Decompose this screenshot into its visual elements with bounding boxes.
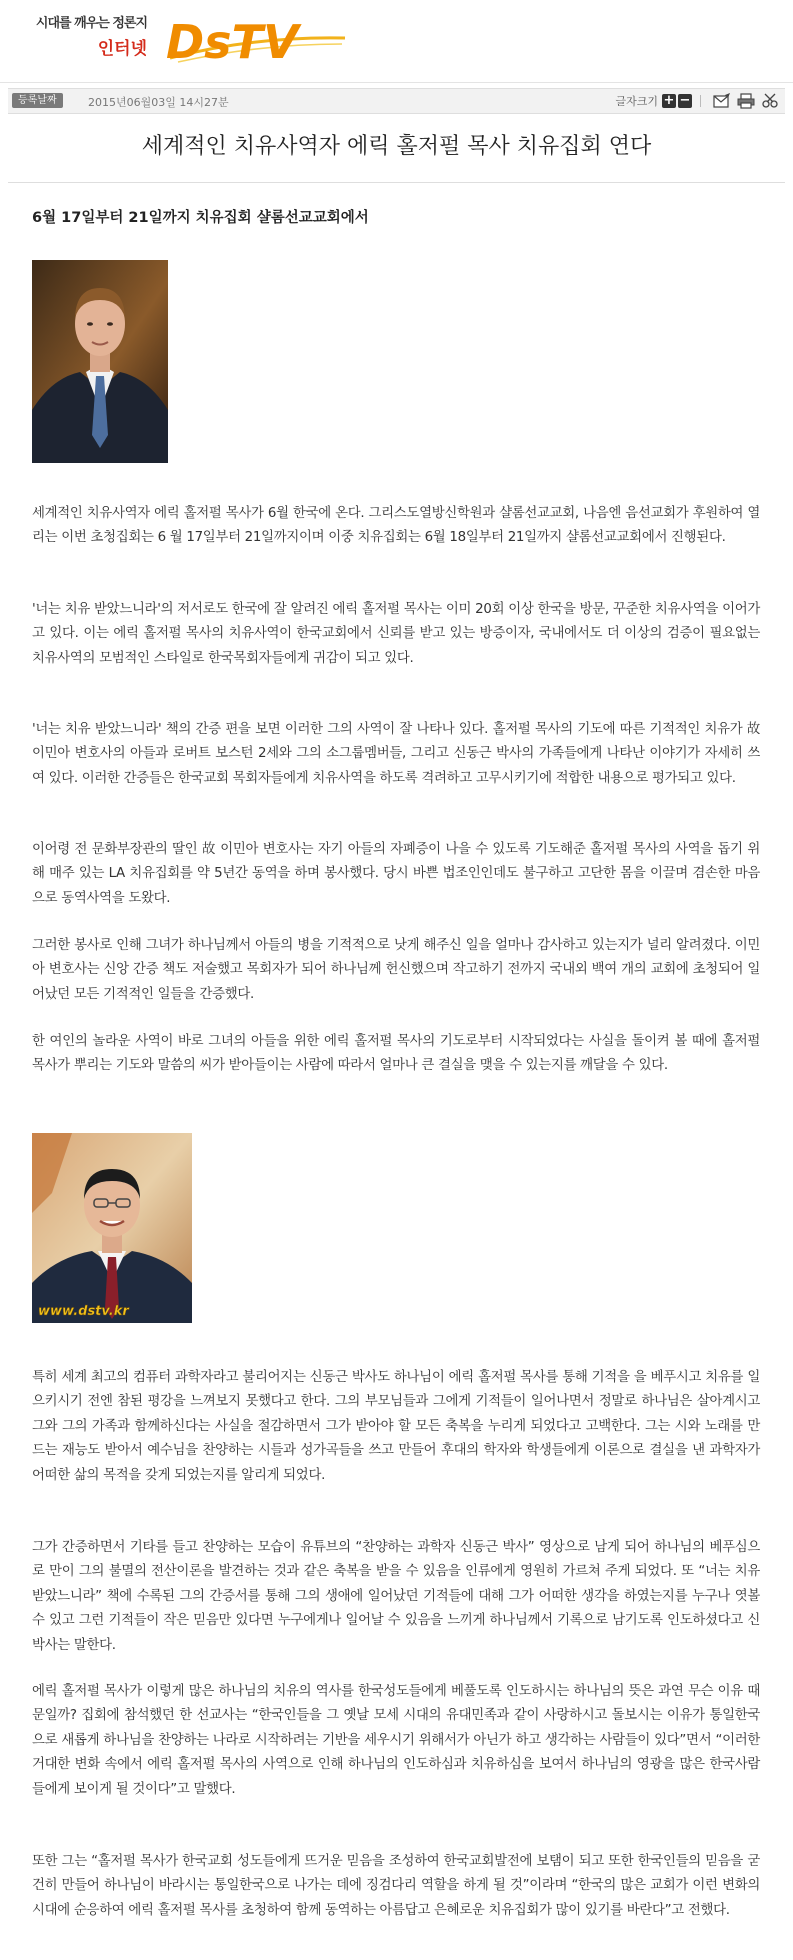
article-tools (615, 92, 779, 110)
article-paragraph: 한 여인의 놀라운 사역이 바로 그녀의 아들을 위한 에릭 홀저펄 목사의 기도로부터 시작되었다는 사실을 돌이켜 볼 때에 홀저펄 목사가 뿌리는 기도와 말씀의 씨가 받아들이는 사람에 따라서 얼마나 큰 결실을 맺을 수 있는지를 깨달을 수 있다. (32, 1034, 760, 1074)
print-icon[interactable] (737, 93, 755, 109)
scrap-icon[interactable] (761, 93, 779, 109)
publish-date: 2015년06월03일 14시27분 (88, 96, 229, 109)
article-paragraph: 세계적인 치유사역자 에릭 홀저펄 목사가 6월 한국에 온다. 그리스도열방신학원과 샬롬선교교회, 나음엔 음선교회가 후원하여 열리는 이번 초청집회는 6 월 17일부터 21일까지이며 이중 치유집회는 6월 18일부터 21일까지 샬롬선교교회에서 진행된다. (32, 506, 760, 546)
email-icon[interactable] (713, 93, 731, 109)
scientist-portrait-photo (32, 1133, 192, 1323)
article-meta-bar (8, 88, 785, 114)
article-paragraph: 그러한 봉사로 인해 그녀가 하나님께서 아들의 병을 기적적으로 낫게 해주신 일을 얼마나 감사하고 있는지가 널리 알려졌다. 이민아 변호사는 신앙 간증 책도 저술했고 목회자가 되어 하나님께 헌신했으며 작고하기 전까지 국내외 백여 개의 교회에 초청되어 일어났던 모든 기적적인 일들을 간증했다. (32, 938, 760, 1002)
font-increase-icon[interactable]: + (663, 93, 675, 108)
logo-text: DsTV (166, 15, 299, 69)
article-paragraph: 이어령 전 문화부장관의 딸인 故 이민아 변호사는 자기 아들의 자폐증이 나을 수 있도록 기도해준 홀저펄 목사의 사역을 돕기 위해 매주 있는 LA 치유집회를 약 5년간 동역을 하며 봉사했다. 당시 바쁜 법조인인데도 불구하고 고단한 몸을 이끌며 겸손한 마음으로 동역사역을 도왔다. (32, 842, 760, 906)
site-header (0, 0, 793, 83)
article-paragraph: 특히 세계 최고의 컴퓨터 과학자라고 불리어지는 신동근 박사도 하나님이 에릭 홀저펄 목사를 통해 기적을 을 베푸시고 치유를 일으키시기 전엔 참된 평강을 느껴보지 못했다고 한다. 그의 부모님들과 그에게 기적들이 일어나면서 정말로 하나님은 살아계시고 그와 그의 가족과 함께하신다는 사실을 절감하면서 그가 받아야 할 모든 축복을 누리게 되었다고 고백한다. 그는 시와 노래를 만드는 재능도 받아서 예수님을 찬양하는 시들과 성가곡들을 쓰고 만들어 후대의 학자와 학생들에게 이론으로 결실을 낸 과학자가 어떠한 삶의 목적을 갖게 되었는지를 알리게 되었다. (32, 1370, 760, 1483)
article-paragraph: '너는 치유 받았느니라'의 저서로도 한국에 잘 알려진 에릭 홀저펄 목사는 이미 20회 이상 한국을 방문, 꾸준한 치유사역을 이어가고 있다. 이는 에릭 홀저펄 목사의 치유사역이 한국교회에서 신뢰를 받고 있는 방증이자, 국내에서도 더 이상의 검증이 필요없는 치유사역의 모범적인 스타일로 한국목회자들에게 귀감이 되고 있다. (32, 602, 760, 666)
article-title-box (8, 112, 785, 183)
site-slogan (12, 12, 147, 59)
article-paragraph: 또한 그는 “홀저펄 목사가 한국교회 성도들에게 뜨거운 믿음을 조성하여 한국교회발전에 보탬이 되고 또한 한국인들의 믿음을 굳건히 만들어 하나님이 바라시는 통일한국으로 나가는 데에 징검다리 역할을 하게 될 것”이라며 “한국의 많은 교회가 이런 변화의 시대에 순응하여 에릭 홀저펄 목사를 초청하여 함께 동역하는 아름답고 은혜로운 치유집회가 많이 있기를 바란다”고 전했다. (32, 1854, 760, 1918)
article-paragraph: 그가 간증하면서 기타를 들고 찬양하는 모습이 유튜브의 “찬양하는 과학자 신동근 박사” 영상으로 남게 되어 하나님의 베푸심으로 만이 그의 불멸의 전산이론을 발견하는 것과 같은 축복을 받을 수 있음을 인류에게 영원히 가르쳐 주게 되었다. 또 “너는 치유 받았느니라” 책에 수록된 그의 간증서를 통해 그의 생애에 일어났던 기적들에 대해 그가 어떠한 생각을 하였는지를 누구나 엿볼 수 있고 그런 기적들이 작은 믿음만 있다면 누구에게나 일어날 수 있음을 느끼게 하나님께서 기록으로 남기도록 인도하셨다고 신박사는 말한다. (32, 1540, 760, 1653)
article-title: 세계적인 치유사역자 에릭 홀저펄 목사 치유집회 연다 (141, 134, 652, 159)
article-paragraph: 에릭 홀저펄 목사가 이렇게 많은 하나님의 치유의 역사를 한국성도들에게 베풀도록 인도하시는 하나님의 뜻은 과연 무슨 이유 때문일까? 집회에 참석했던 한 선교사는 “한국인들을 그 옛날 모세 시대의 유대민족과 같이 사랑하시고 돌보시는 이유가 통일한국으로 새롭게 하나님을 찬양하는 나라로 시작하려는 기반을 세우시기 위해서가 아닌가 하고 생각하는 사람들이 있다”면서 “이러한 거대한 변화 속에서 에릭 홀저펄 목사의 사역으로 인해 하나님의 인도하심과 치유하심을 보여서 하나님의 영광을 많은 한국사람들에게 보이게 될 것이다”고 말했다. (32, 1684, 760, 1797)
font-decrease-icon[interactable]: − (679, 93, 691, 108)
date-badge: 등록날짜 (12, 93, 63, 108)
tools-divider (700, 95, 701, 107)
photo-watermark: www.dstv.kr (38, 1304, 129, 1319)
article-subtitle: 6월 17일부터 21일까지 치유집회 샬롬선교교회에서 (32, 210, 369, 226)
pastor-portrait-photo (32, 260, 168, 463)
article-paragraph: '너는 치유 받았느니라' 책의 간증 편을 보면 이러한 그의 사역이 잘 나타나 있다. 홀저펄 목사의 기도에 따른 기적적인 치유가 故 이민아 변호사의 아들과 로버트 보스턴 2세와 그의 소그룹멤버들, 그리고 신동근 박사의 가족들에게 나타난 이야기가 자세히 쓰여 있다. 이러한 간증들은 한국교회 목회자들에게 치유사역을 하도록 격려하고 고무시키기에 적합한 내용으로 평가되고 있다. (32, 722, 760, 786)
dstv-logo[interactable] (160, 8, 350, 72)
slogan-bottom: 인터넷 (97, 39, 147, 59)
slogan-top: 시대를 깨우는 정론지 (35, 16, 147, 31)
font-size-label: 글자크기 (615, 95, 658, 108)
